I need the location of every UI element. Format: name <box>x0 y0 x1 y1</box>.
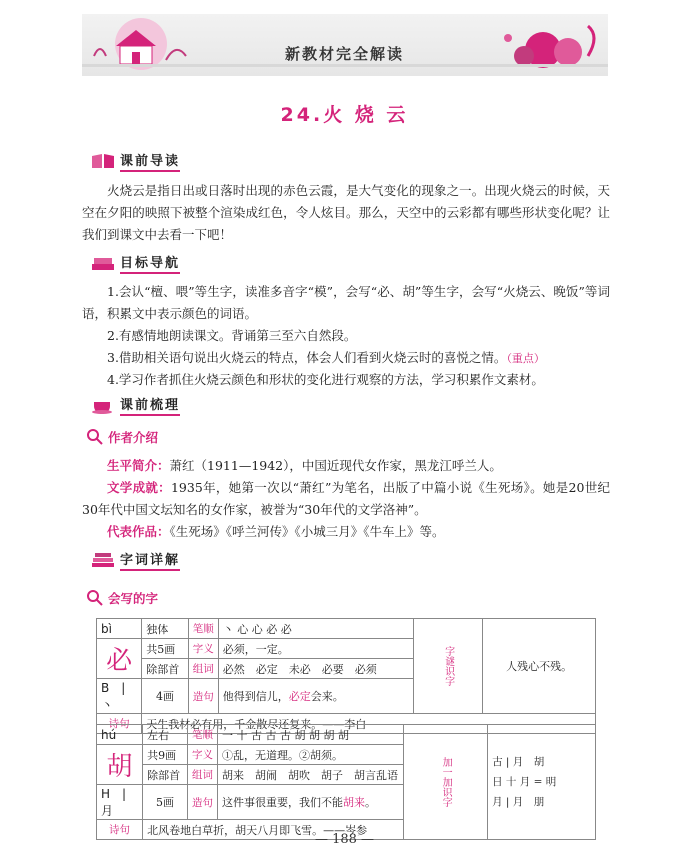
char-poem: 北风卷地白草折，胡天八月即飞雪。——岑参 <box>143 820 404 840</box>
sentence-pre: 他得到信儿， <box>222 690 289 703</box>
book-stack-icon <box>90 551 116 569</box>
char-index: B | 丶 <box>97 679 142 714</box>
header-rule <box>82 64 608 67</box>
radical-count: 5画 <box>143 785 188 820</box>
strokes-label: 笔顺 <box>188 619 218 639</box>
char-pinyin: bì <box>97 619 142 639</box>
side-label: 加一加识字 <box>404 725 488 840</box>
poem-label: 诗句 <box>97 820 143 840</box>
author-heading-text: 作者介绍 <box>108 430 159 445</box>
char-radical: 除部首 <box>142 659 188 679</box>
words-label: 组词 <box>188 765 218 785</box>
goal-3-note: （重点） <box>506 352 545 365</box>
author-achieve-label: 文学成就： <box>107 480 171 495</box>
char-poem: 天生我材必有用，千金散尽还复来。——李白 <box>142 714 596 734</box>
meaning-label: 字义 <box>188 639 218 659</box>
char-pinyin: hú <box>97 725 143 745</box>
sentence-label: 造句 <box>188 679 218 714</box>
author-life-label: 生平简介： <box>107 458 170 473</box>
char-glyph: 必 <box>97 639 142 679</box>
author-achieve <box>82 477 610 521</box>
side-content <box>488 725 596 840</box>
section-review <box>90 394 180 416</box>
char-structure: 独体 <box>142 619 188 639</box>
book-icon <box>90 152 116 170</box>
char-words: 胡来 胡闹 胡吹 胡子 胡言乱语 <box>218 765 404 785</box>
lesson-title: 24.火 烧 云 <box>280 104 409 126</box>
section-goals-title: 目标导航 <box>120 252 180 274</box>
author-life-text: 萧红（1911—1942），中国近现代女作家，黑龙江呼兰人。 <box>169 458 502 473</box>
words-label: 组词 <box>188 659 218 679</box>
char-card-bi <box>96 618 596 734</box>
char-index: H | 月 <box>97 785 143 820</box>
goal-3 <box>82 347 610 370</box>
index-letter: B <box>101 681 110 695</box>
sentence-pre: 这件事很重要，我们不能 <box>222 796 343 809</box>
char-radical: 除部首 <box>143 765 188 785</box>
char-meaning: 必须，一定。 <box>218 639 413 659</box>
side-label: 字谜识字 <box>414 619 483 714</box>
write-heading <box>86 589 158 607</box>
teacup-icon <box>90 396 116 414</box>
author-works-text: 《生死场》《呼兰河传》《小城三月》《牛车上》等。 <box>169 524 445 539</box>
author-achieve-text: 1935年，她第一次以“萧红”为笔名，出版了中篇小说《生死场》。她是20世纪30年代中国文坛知名的女作家，被誉为“30年代的文学洛神”。 <box>82 480 610 517</box>
books-icon <box>90 254 116 272</box>
char-glyph: 胡 <box>97 745 143 785</box>
index-letter: H <box>101 787 111 801</box>
poem-label: 诗句 <box>97 714 142 734</box>
index-radical: 丶 <box>101 698 114 712</box>
side-line-3: 月 | 月 朋 <box>492 796 545 808</box>
goal-3-text: 3.借助相关语句说出火烧云的特点，体会人们看到火烧云时的喜悦之情。 <box>107 350 507 365</box>
index-radical: 月 <box>101 804 114 818</box>
author-life <box>82 455 610 477</box>
goal-2: 2.有感情地朗读课文。背诵第三至六自然段。 <box>107 328 357 343</box>
char-structure: 左右 <box>143 725 188 745</box>
meaning-label: 字义 <box>188 745 218 765</box>
intro-paragraph: 火烧云是指日出或日落时出现的赤色云霞，是大气变化的现象之一。出现火烧云的时候，天空在夕阳的映照下被整个渲染成红色，令人炫目。那么，天空中的云彩都有哪些形状变化呢？让我们到课文中去看一下吧！ <box>82 183 610 242</box>
char-card-hu <box>96 724 596 840</box>
author-works <box>82 521 610 543</box>
author-works-label: 代表作品： <box>107 524 170 539</box>
header-title: 新教材完全解读 <box>284 45 404 63</box>
char-strokes: 丶 心 心 必 必 <box>218 619 413 639</box>
strokes-label: 笔顺 <box>188 725 218 745</box>
goal-1: 1.会认“檀、喂”等生字，读准多音字“模”，会写“必、胡”等生字，会写“火烧云、晚饭”等词语，积累文中表示颜色的词语。 <box>82 284 610 321</box>
char-words: 必然 必定 未必 必要 必须 <box>218 659 413 679</box>
char-count: 共9画 <box>143 745 188 765</box>
magnifier-icon <box>86 589 104 607</box>
goal-4: 4.学习作者抓住火烧云颜色和形状的变化进行观察的方法，学习积累作文素材。 <box>107 372 544 387</box>
char-sentence <box>218 785 404 820</box>
char-strokes: 一 十 古 古 古 胡 胡 胡 胡 <box>218 725 404 745</box>
sentence-highlight: 必定 <box>288 690 311 703</box>
section-words-title: 字词详解 <box>120 549 180 571</box>
magnifier-icon <box>86 428 104 446</box>
write-heading-text: 会写的字 <box>108 591 159 606</box>
section-goals <box>90 252 180 274</box>
char-sentence <box>218 679 413 714</box>
side-line-2: 日 十 月 = 明 <box>492 776 557 788</box>
radical-count: 4画 <box>142 679 188 714</box>
author-heading <box>86 428 158 446</box>
section-review-title: 课前梳理 <box>120 394 180 416</box>
page-number: — 188 — <box>314 832 375 847</box>
section-words <box>90 549 180 571</box>
sentence-label: 造句 <box>188 785 218 820</box>
char-meaning: ①乱，无道理。②胡须。 <box>218 745 404 765</box>
char-count: 共5画 <box>142 639 188 659</box>
side-line-1: 古 | 月 胡 <box>492 756 545 768</box>
sentence-post: 。 <box>365 796 376 809</box>
section-preview-title: 课前导读 <box>120 150 180 172</box>
sentence-post: 会来。 <box>310 690 344 703</box>
side-content: 人残心不残。 <box>483 619 596 714</box>
section-preview <box>90 150 180 172</box>
sentence-highlight: 胡来 <box>343 796 365 809</box>
